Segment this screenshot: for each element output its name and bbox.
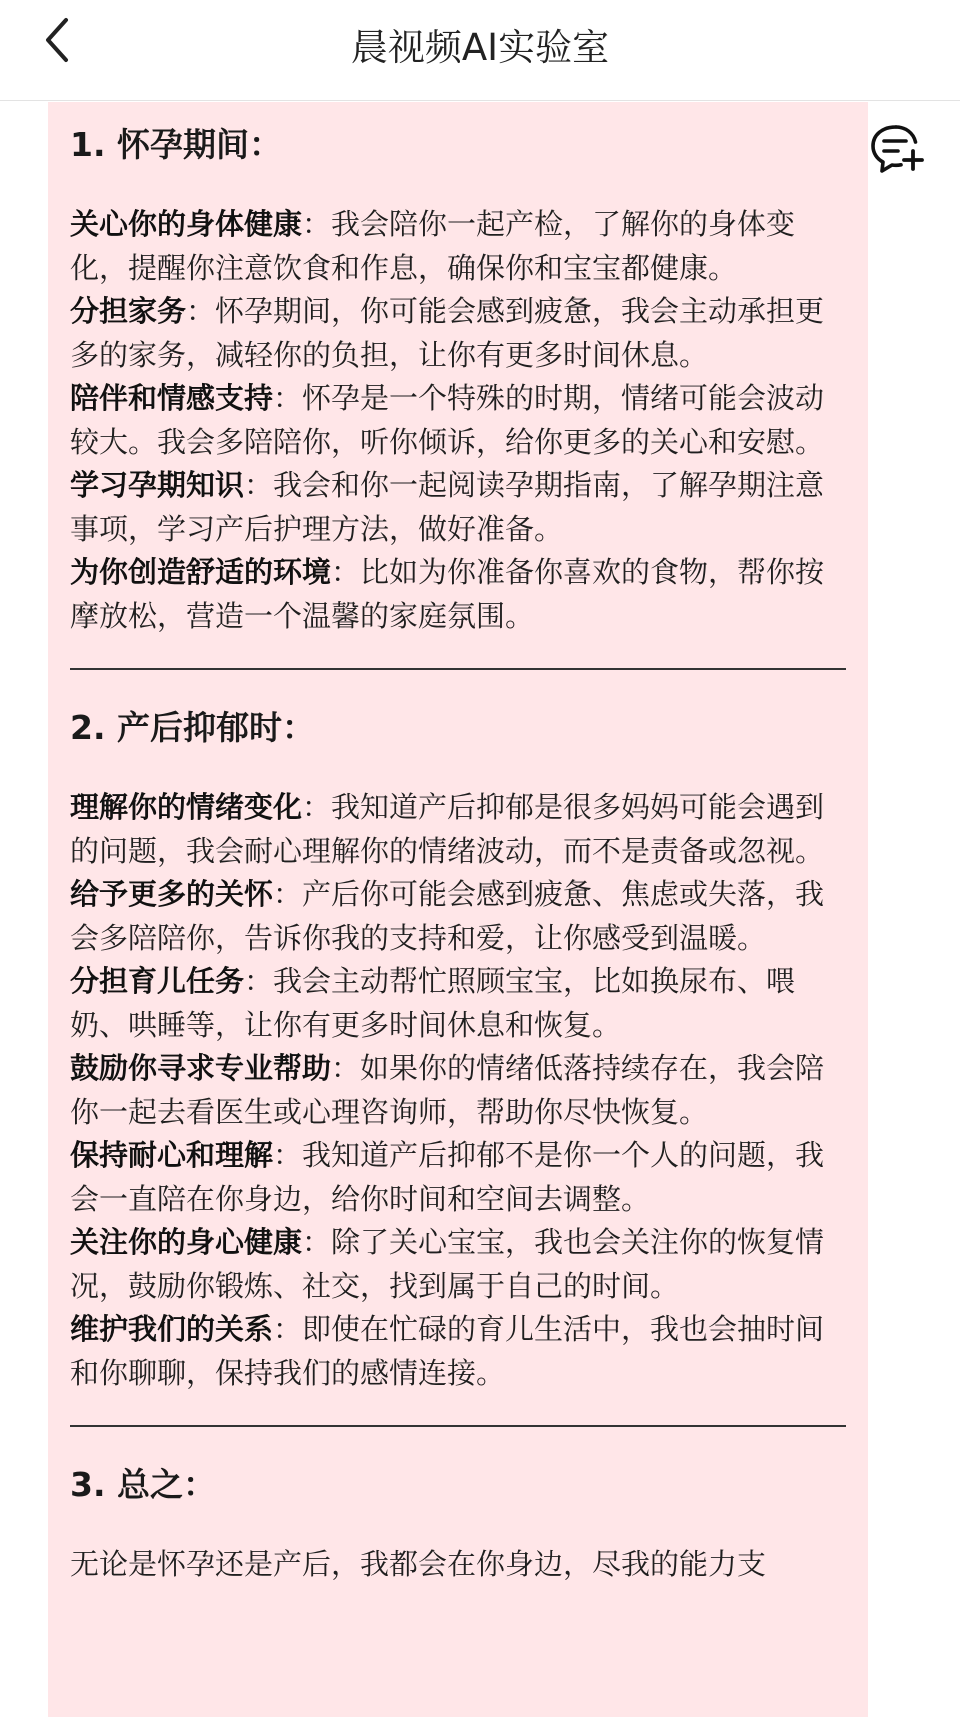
section-pregnancy: [70, 117, 846, 638]
item-text: ：我知道产后抑郁不是你一个人的问题，我会一直陪在你身边，给你时间和空间去调整。: [70, 1138, 825, 1216]
item-label: 理解你的情绪变化: [70, 790, 303, 824]
item-label: 关注你的身心健康: [70, 1225, 303, 1259]
section-heading: 2. 产后抑郁时：: [70, 708, 315, 747]
list-item: [70, 464, 846, 551]
item-label: 陪伴和情感支持: [70, 381, 274, 415]
item-text: ：除了关心宝宝，我也会关注你的恢复情况，鼓励你锻炼、社交，找到属于自己的时间。: [70, 1225, 825, 1303]
item-label: 维护我们的关系: [70, 1312, 274, 1346]
list-item: [70, 1221, 846, 1308]
item-text: ：怀孕期间，你可能会感到疲惫，我会主动承担更多的家务，减轻你的负担，让你有更多时间休息。: [70, 294, 825, 372]
list-item: [70, 551, 846, 638]
section-heading: 3. 总之：: [70, 1465, 216, 1504]
item-list: [70, 203, 846, 638]
item-label: 为你创造舒适的环境: [70, 555, 332, 589]
list-item: [70, 203, 846, 290]
list-item: [70, 873, 846, 960]
section-heading: 1. 怀孕期间：: [70, 125, 282, 164]
item-text: ：我会陪你一起产检，了解你的身体变化，提醒你注意饮食和作息，确保你和宝宝都健康。: [70, 207, 796, 285]
item-label: 鼓励你寻求专业帮助: [70, 1051, 332, 1085]
summary-text: 无论是怀孕还是产后，我都会在你身边，尽我的能力支: [70, 1547, 767, 1581]
list-item: [70, 290, 846, 377]
list-item: [70, 1047, 846, 1134]
section-postpartum: [70, 700, 846, 1395]
section-summary: [70, 1457, 846, 1587]
section-divider: [70, 668, 846, 670]
item-label: 保持耐心和理解: [70, 1138, 274, 1172]
item-list: [70, 786, 846, 1395]
page-title: 晨视频AI实验室: [350, 26, 610, 69]
item-text: ：即使在忙碌的育儿生活中，我也会抽时间和你聊聊，保持我们的感情连接。: [70, 1312, 825, 1390]
list-item: [70, 786, 846, 873]
item-text: ：我知道产后抑郁是很多妈妈可能会遇到的问题，我会耐心理解你的情绪波动，而不是责备或忽视。: [70, 790, 825, 868]
item-label: 分担育儿任务: [70, 964, 245, 998]
section-divider: [70, 1425, 846, 1427]
item-label: 关心你的身体健康: [70, 207, 303, 241]
list-item: [70, 960, 846, 1047]
list-item: [70, 1134, 846, 1221]
item-label: 分担家务: [70, 294, 187, 328]
item-label: 学习孕期知识: [70, 468, 245, 502]
list-item: [70, 1308, 846, 1395]
ai-response-card: [48, 102, 868, 1717]
item-text: ：怀孕是一个特殊的时期，情绪可能会波动较大。我会多陪陪你，听你倾诉，给你更多的关心和安慰。: [70, 381, 825, 459]
chat-plus-icon[interactable]: [868, 122, 928, 178]
top-bar: [0, 0, 960, 101]
item-text: ：我会主动帮忙照顾宝宝，比如换尿布、喂奶、哄睡等，让你有更多时间休息和恢复。: [70, 964, 796, 1042]
item-text: ：我会和你一起阅读孕期指南，了解孕期注意事项，学习产后护理方法，做好准备。: [70, 468, 825, 546]
item-text: ：产后你可能会感到疲惫、焦虑或失落，我会多陪陪你，告诉你我的支持和爱，让你感受到温暖。: [70, 877, 825, 955]
item-label: 给予更多的关怀: [70, 877, 274, 911]
list-item: [70, 377, 846, 464]
item-text: ：如果你的情绪低落持续存在，我会陪你一起去看医生或心理咨询师，帮助你尽快恢复。: [70, 1051, 825, 1129]
item-text: ：比如为你准备你喜欢的食物，帮你按摩放松，营造一个温馨的家庭氛围。: [70, 555, 825, 633]
